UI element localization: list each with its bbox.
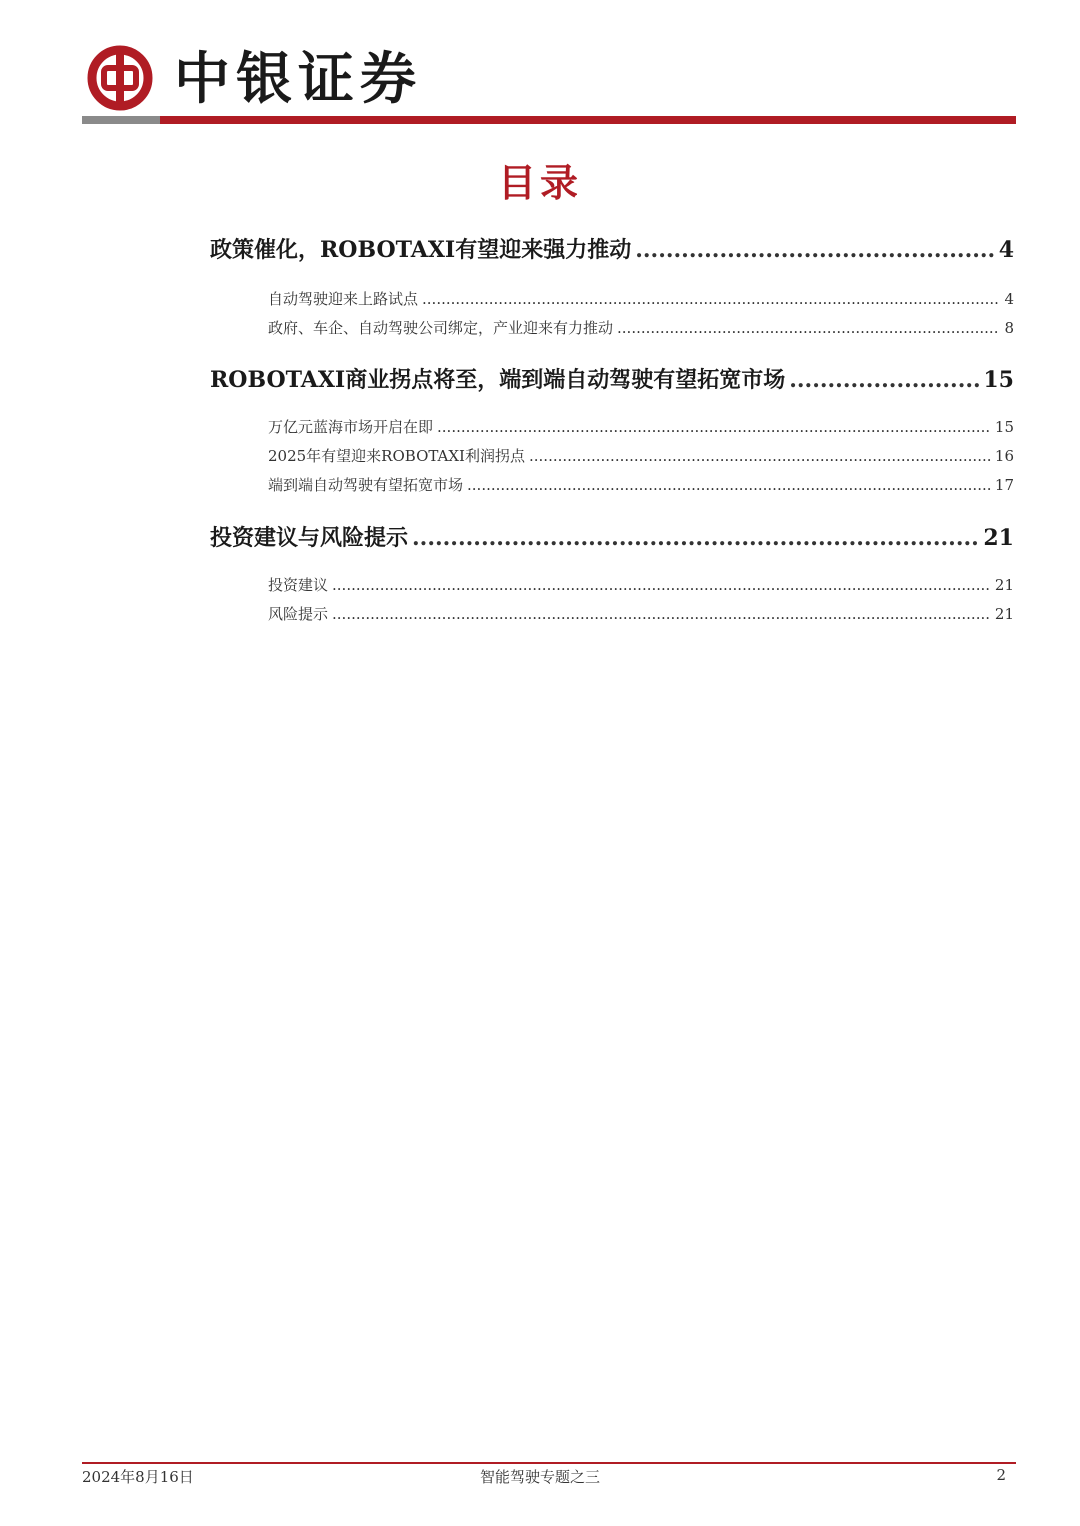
toc-leader-dots <box>332 576 991 594</box>
toc-entry[interactable] <box>268 474 1014 495</box>
toc-entry-label: ROBOTAXI商业拐点将至，端到端自动驾驶有望拓宽市场 <box>210 367 786 393</box>
header-rule-red <box>160 116 1016 124</box>
toc-entry[interactable] <box>210 363 1014 394</box>
bank-of-china-logo-icon <box>86 44 154 112</box>
toc-entry-label: 投资建议与风险提示 <box>210 525 409 551</box>
toc-entry-page: 4 <box>1004 290 1014 308</box>
toc-entry[interactable] <box>210 233 1014 264</box>
header-rule-grey <box>82 116 160 124</box>
footer-page-number: 2 <box>996 1466 1006 1484</box>
toc-entry[interactable] <box>268 445 1014 466</box>
toc-entry-page: 16 <box>994 447 1014 465</box>
toc-leader-dots <box>332 605 991 623</box>
toc-leader-dots <box>467 476 991 494</box>
toc-entry-page: 15 <box>983 367 1014 393</box>
toc-leader-dots <box>412 525 979 551</box>
toc-entry-label: 风险提示 <box>268 605 329 623</box>
toc-entry[interactable] <box>268 288 1014 309</box>
toc-entry-label: 自动驾驶迎来上路试点 <box>268 290 419 308</box>
toc-entry-page: 17 <box>994 476 1014 494</box>
toc-leader-dots <box>635 237 994 263</box>
footer-series-title: 智能驾驶专题之三 <box>479 1468 600 1486</box>
toc-entry-page: 21 <box>994 605 1014 623</box>
toc-leader-dots <box>422 290 1000 308</box>
toc-entry[interactable] <box>268 317 1014 338</box>
toc-leader-dots <box>789 367 979 393</box>
toc-entry[interactable] <box>268 603 1014 624</box>
toc-leader-dots <box>437 418 991 436</box>
toc-entry-label: 政策催化，ROBOTAXI有望迎来强力推动 <box>210 237 632 263</box>
toc-title: 目录 <box>497 161 582 205</box>
toc-entry-label: 政府、车企、自动驾驶公司绑定，产业迎来有力推动 <box>268 319 614 337</box>
toc-entry-label: 投资建议 <box>268 576 329 594</box>
toc-leader-dots <box>529 447 991 465</box>
toc-entry-page: 8 <box>1004 319 1014 337</box>
toc-entry[interactable] <box>268 416 1014 437</box>
brand-name: 中银证券 <box>174 46 422 112</box>
toc-entry-page: 15 <box>994 418 1014 436</box>
toc-entry[interactable] <box>268 574 1014 595</box>
toc-entry-page: 21 <box>994 576 1014 594</box>
toc-leader-dots <box>617 319 1000 337</box>
toc-entry-label: 端到端自动驾驶有望拓宽市场 <box>268 476 464 494</box>
footer-rule <box>82 1462 1016 1464</box>
footer-date: 2024年8月16日 <box>82 1468 194 1486</box>
page-header <box>82 40 1016 126</box>
toc-entry-label: 2025年有望迎来ROBOTAXI利润拐点 <box>268 447 525 465</box>
toc-entry[interactable] <box>210 521 1014 552</box>
toc-entry-page: 4 <box>998 237 1014 263</box>
toc-entry-page: 21 <box>983 525 1014 551</box>
toc-entry-label: 万亿元蓝海市场开启在即 <box>268 418 434 436</box>
